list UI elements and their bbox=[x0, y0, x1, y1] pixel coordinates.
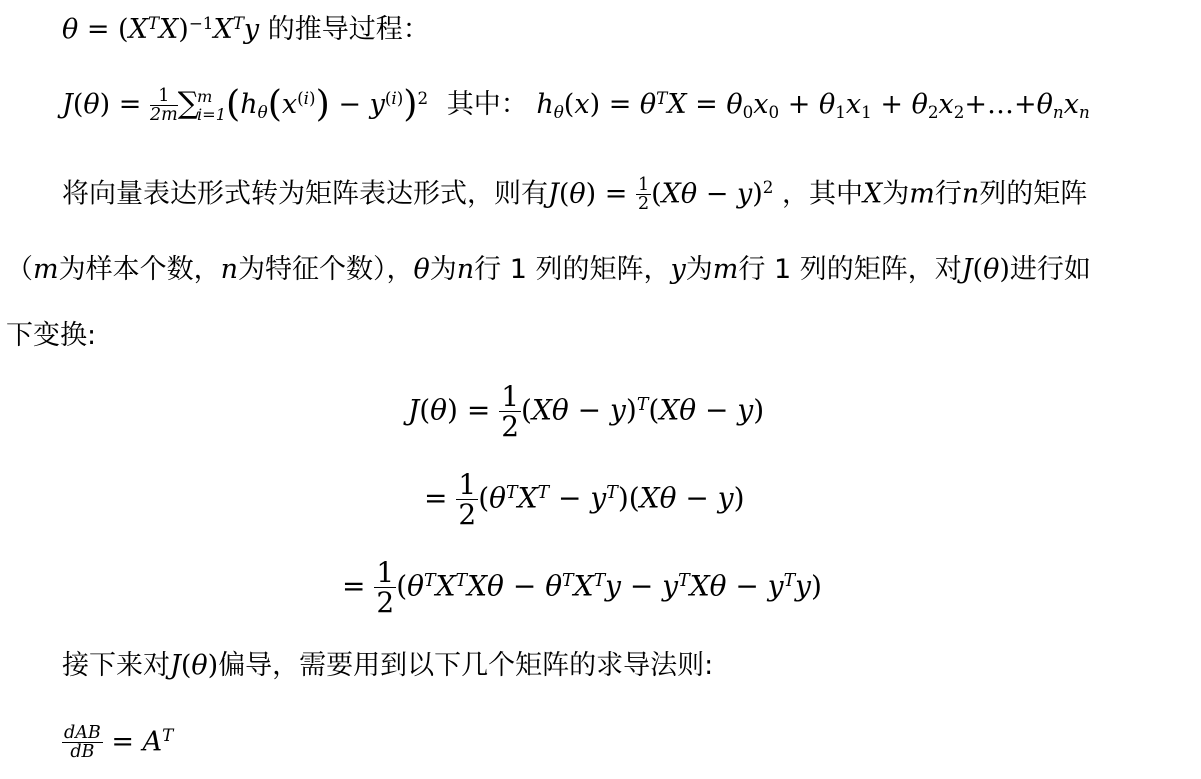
fraction-half: $\frac{1}{2}$ bbox=[637, 175, 650, 215]
paragraph-4: 接下来对J(θ)偏导，需要用到以下几个矩阵的求导法则: bbox=[62, 650, 714, 681]
paragraph-3: 下变换: bbox=[6, 320, 97, 351]
title-line: $\theta = (X^TX)^{-1}X^Ty$ 的推导过程： bbox=[62, 12, 430, 45]
paragraph-2: （m为样本个数，n为特征个数），θ为n行 1 列的矩阵，y为m行 1 列的矩阵，对J(θ)进行如 bbox=[6, 254, 1091, 285]
derivation-line-3: = $\frac{1}{2}$ $(\theta^TX^TX\theta - \theta^TX^Ty - y^TX\theta - y^Ty)$ bbox=[342, 556, 822, 620]
paragraph-1: 将向量表达形式转为矩阵表达形式，则有J(θ) = $\frac{1}{2}$ $(X\theta - y)^2$ ，其中X为m行n列的矩阵 bbox=[62, 175, 1088, 215]
title-text: 的推导过程： bbox=[259, 14, 430, 45]
fraction-dAB-dB: $\frac{\text{dAB}}{dB}$ bbox=[64, 723, 101, 763]
derivation-line-1: J(θ) = $\frac{1}{2}$ $(X\theta - y)^T(X\theta - y)$ bbox=[408, 380, 765, 444]
theta-formula: θ bbox=[62, 14, 79, 45]
derivation-line-2: = $\frac{1}{2}$ $(\theta^TX^T - y^T)(X\theta - y)$ bbox=[424, 468, 745, 532]
cost-function-line: J(θ) = $\frac{1}{2m}$ ∑ m i=1 $(h_\theta(x^{(i)}) - y^{(i)})^2$ 其中： $h_\theta(x) = \theta^TX = \theta_0x_0 + \theta_1x_1$ + $\theta_2x_2+\dots+\theta_nx_n$ bbox=[62, 82, 1090, 126]
fraction-1-over-2m: $\frac{1}{2m}$ bbox=[149, 85, 178, 126]
derivative-rule-1: $\frac{\text{dAB}}{dB}$ = $A^T$ bbox=[64, 723, 174, 763]
summation-symbol: ∑ bbox=[177, 86, 199, 122]
label-where: 其中： bbox=[446, 89, 528, 121]
